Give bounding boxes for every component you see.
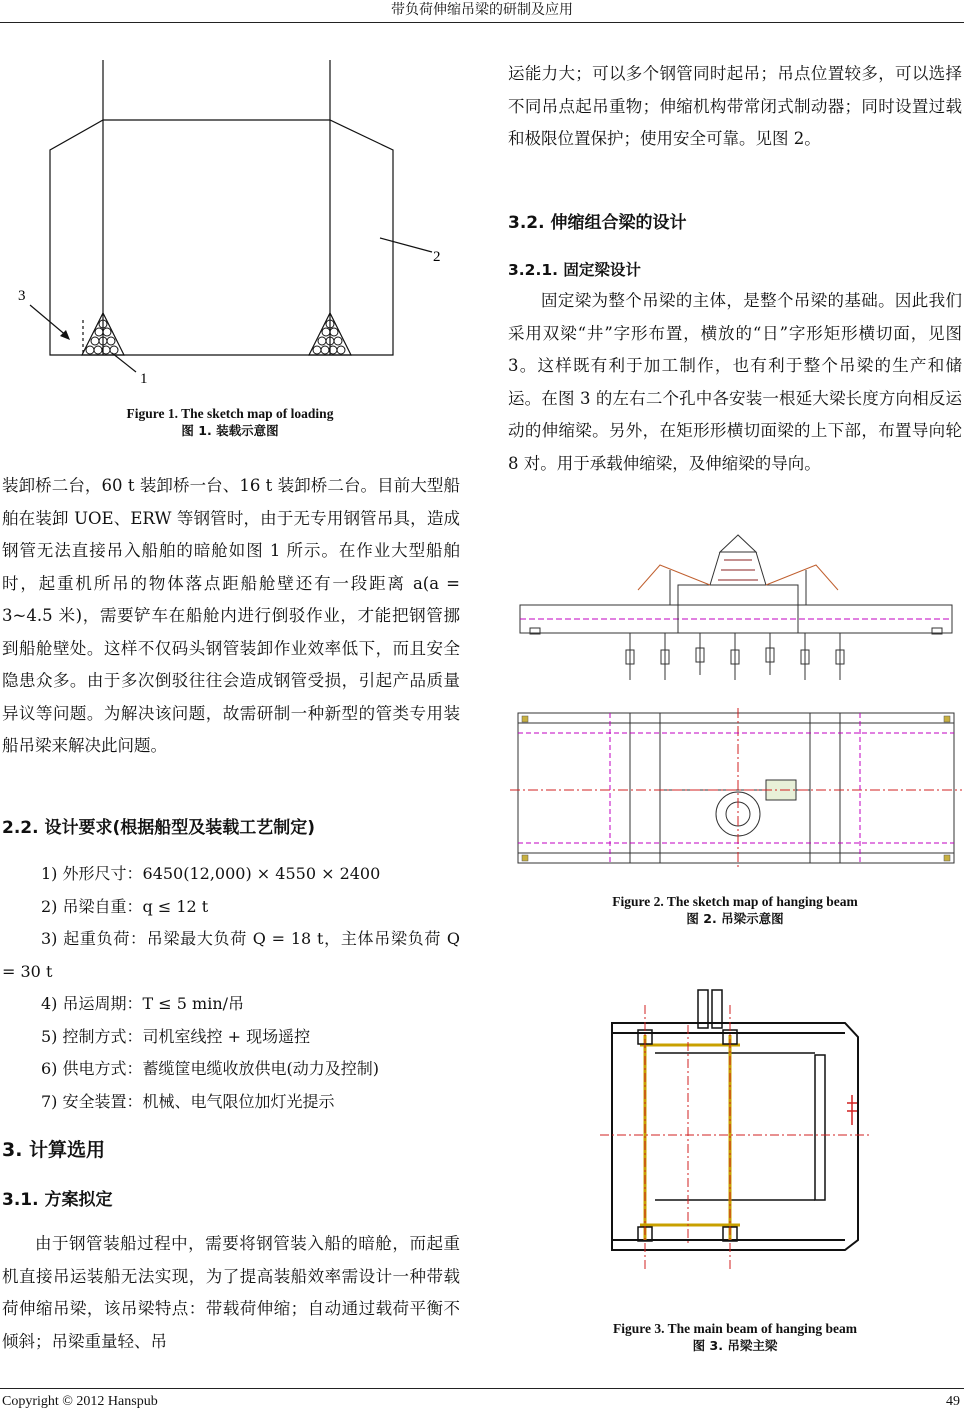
page-number: 49 (946, 1394, 960, 1409)
figure-2-caption (508, 893, 962, 927)
figure-2-caption-en: Figure 2. The sketch map of hanging beam (612, 894, 858, 909)
requirements-list (2, 858, 460, 1118)
heading-3: 3. 计算选用 (2, 1139, 106, 1161)
left-para-2-wrap (2, 1228, 460, 1358)
figure-1-caption-zh: 图 1. 装载示意图 (181, 423, 279, 438)
right-para-cont: 运能力大；可以多个钢管同时起吊；吊点位置较多，可以选择不同吊点起吊重物；伸缩机构带常闭式制动器；同时设置过载和极限位置保护；使用安全可靠。见图 2。 (508, 64, 962, 148)
heading-2-2: 2.2. 设计要求(根据船型及装载工艺制定) (2, 818, 316, 838)
header-rule (0, 22, 964, 23)
heading-3-2-1: 3.2.1. 固定梁设计 (508, 261, 641, 279)
requirement-item: 7) 安全装置：机械、电气限位加灯光提示 (41, 1091, 335, 1111)
figure-2 (510, 530, 962, 885)
figure-3-caption-en: Figure 3. The main beam of hanging beam (612, 1321, 858, 1336)
figure-1-label-3: 3 (18, 288, 26, 304)
figure-1-label-1: 1 (140, 371, 148, 387)
requirement-item: 2) 吊梁自重：q ≤ 12 t (41, 896, 209, 916)
figure-3 (600, 985, 870, 1275)
requirement-item: 6) 供电方式：蓄缆筐电缆收放供电(动力及控制) (41, 1059, 379, 1078)
figure-1-caption-en: Figure 1. The sketch map of loading (126, 406, 334, 421)
requirement-item: 3) 起重负荷：吊梁最大负荷 Q = 18 t，主体吊梁负荷 Q = 30 t (2, 929, 460, 981)
figure-3-caption-zh: 图 3. 吊梁主梁 (692, 1338, 778, 1353)
heading-3-1: 3.1. 方案拟定 (2, 1190, 113, 1210)
footer-rule (0, 1388, 964, 1389)
figure-3-caption (508, 1320, 962, 1354)
right-para-3: 固定梁为整个吊梁的主体，是整个吊梁的基础。因此我们采用双梁“井”字形布置，横放的“日”字形矩形横切面，见图 3。这样既有利于加工制作，也有利于整个吊梁的生产和储运。在图 3 的左右二个孔中各安装一根延大梁长度方向相反运动的伸缩梁。另外，在矩形形横切面梁的上下部，布置导向轮 8 对。用于承载伸缩梁，及伸缩梁的导向。 (508, 291, 962, 473)
left-para-2: 由于钢管装船过程中，需要将钢管装入船的暗舱，而起重机直接吊运装船无法实现，为了提高装船效率需设计一种带载荷伸缩吊梁，该吊梁特点：带载荷伸缩；自动通过载荷平衡不倾斜；吊梁重量轻、吊 (2, 1234, 460, 1351)
footer-copyright: Copyright © 2012 Hanspub (2, 1394, 158, 1409)
right-column (508, 58, 962, 156)
running-header: 带负荷伸缩吊梁的研制及应用 (391, 2, 573, 18)
left-para-1: 装卸桥二台，60 t 装卸桥一台、16 t 装卸桥二台。目前大型船舶在装卸 UOE、ERW 等钢管时，由于无专用钢管吊具，造成钢管无法直接吊入船舶的暗舱如图 1 所示。在作业大型船舶时，起重机所吊的物体落点距船舱壁还有一段距离 a(a = 3~4.5 米)，需要铲车在船舱内进行倒驳作业，才能把钢管挪到船舱壁处。这样不仅码头钢管装卸作业效率低下，而且安全隐患众多。由于多次倒驳往往会造成钢管受损，引起产品质量异议等问题。为解决该问题，故需研制一种新型的管类专用装船吊梁来解决此问题。 (2, 476, 460, 755)
left-column (2, 470, 460, 763)
right-para-3-wrap (508, 285, 962, 480)
figure-3-drawing (600, 985, 870, 1275)
figure-1-drawing (0, 50, 460, 395)
requirement-item: 5) 控制方式：司机室线控 + 现场遥控 (41, 1026, 311, 1046)
figure-1 (0, 50, 460, 395)
figure-2-drawing (510, 530, 962, 885)
requirement-item: 4) 吊运周期：T ≤ 5 min/吊 (41, 994, 245, 1013)
figure-1-label-2: 2 (433, 249, 441, 265)
figure-2-caption-zh: 图 2. 吊梁示意图 (686, 911, 784, 926)
heading-3-2: 3.2. 伸缩组合梁的设计 (508, 213, 687, 233)
figure-1-caption (0, 405, 460, 439)
requirement-item: 1) 外形尺寸：6450(12,000) × 4550 × 2400 (41, 864, 381, 883)
